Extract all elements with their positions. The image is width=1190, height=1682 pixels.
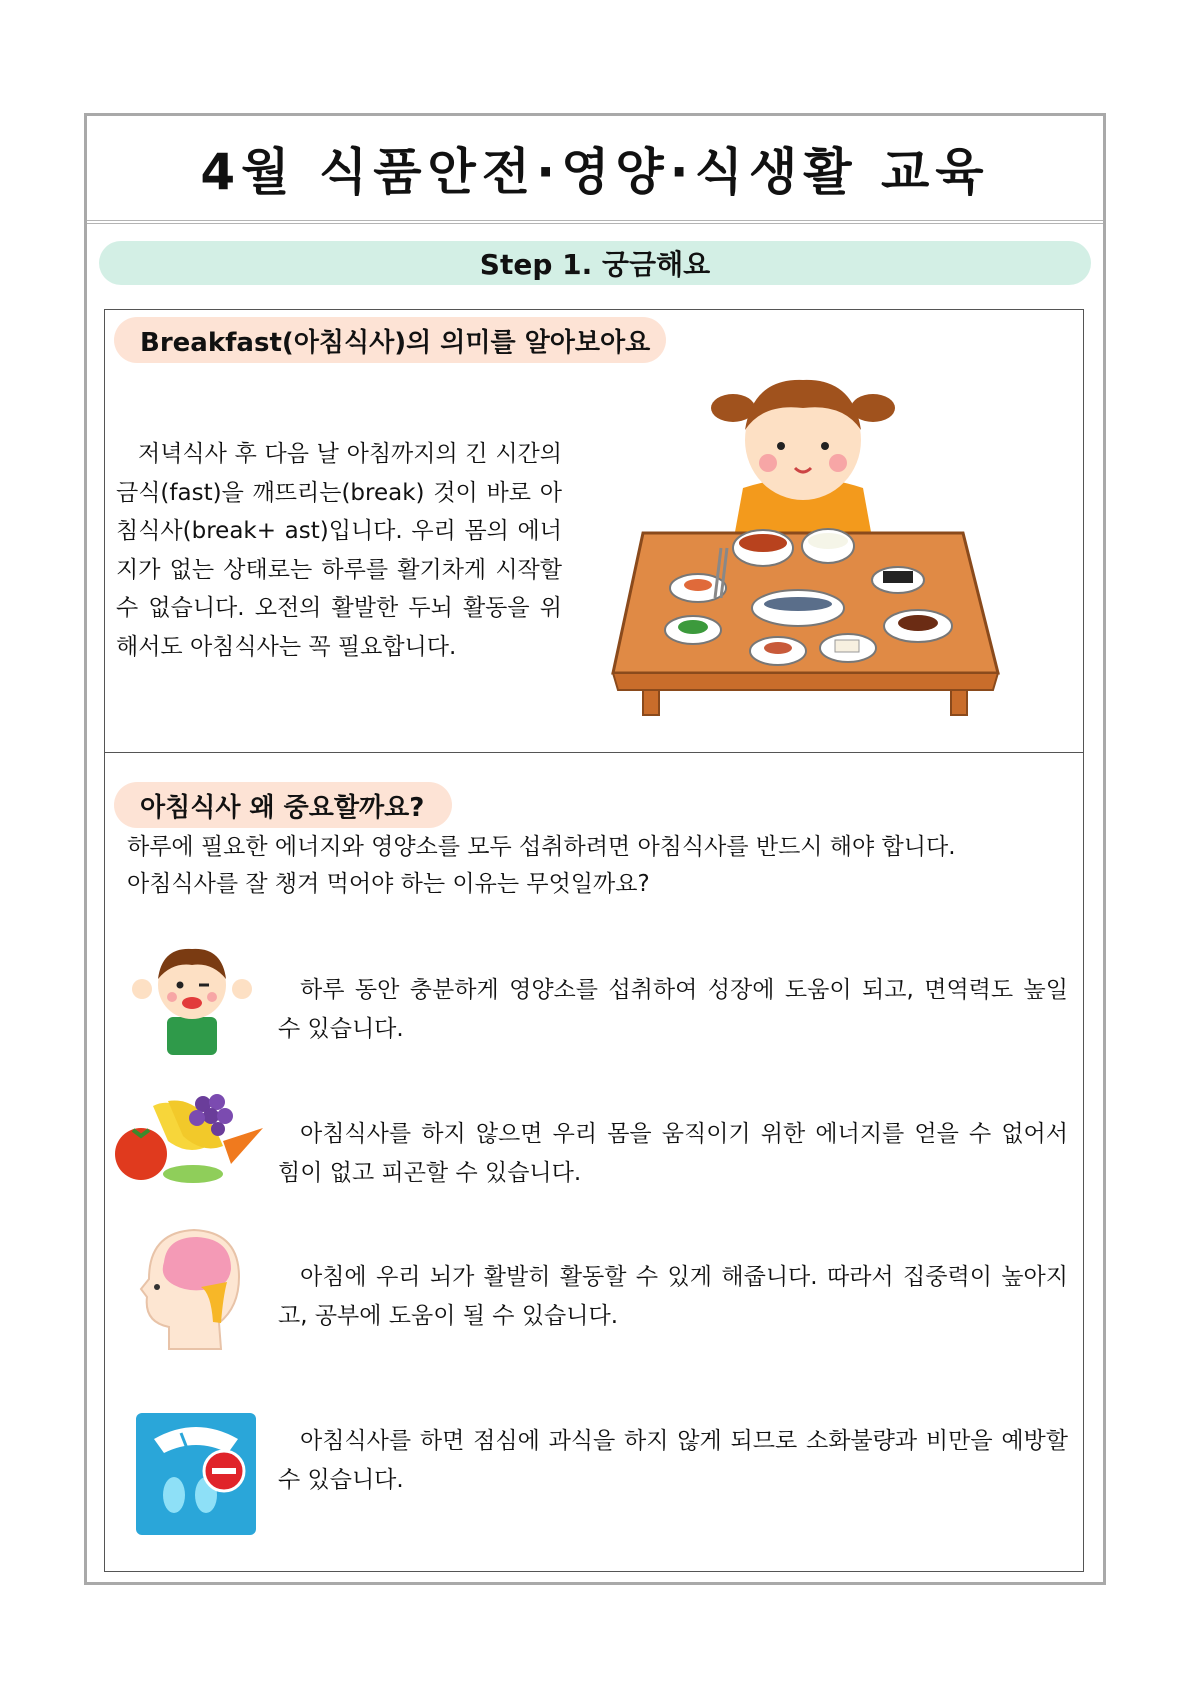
strong-boy-icon [127,937,257,1057]
reason-2-text: 아침식사를 하지 않으면 우리 몸을 움직이기 위한 에너지를 얻을 수 없어서 힘이 없고 피곤할 수 있습니다. [278,1121,1068,1186]
reason-4-text: 아침식사를 하면 점심에 과식을 하지 않게 되므로 소화불량과 비만을 예방할 수 있습니다. [278,1428,1068,1493]
section-breakfast-meaning [104,309,1084,753]
section-why-breakfast [104,752,1084,1572]
title-box [87,116,1103,224]
section1-heading: Breakfast(아침식사)의 의미를 알아보아요 [114,317,666,363]
section1-paragraph: 저녁식사 후 다음 날 아침까지의 긴 시간의 금식(fast)을 깨뜨리는(break) 것이 바로 아침식사(break+ ast)입니다. 우리 몸의 에너지가 없는 상태로는 하루를 활기차게 시작할 수 없습니다. 오전의 활발한 두뇌 활동을 위해서도 아침식사는 꼭 필요합니다. [116,441,562,660]
section2-intro-line2: 아침식사를 잘 챙겨 먹어야 하는 이유는 무엇일까요? [127,871,650,897]
section2-intro-line1: 하루에 필요한 에너지와 영양소를 모두 섭취하려면 아침식사를 반드시 해야 합니다. [127,834,956,860]
reason-3-text: 아침에 우리 뇌가 활발히 활동할 수 있게 해줍니다. 따라서 집중력이 높아지고, 공부에 도움이 될 수 있습니다. [278,1264,1068,1329]
fruits-vegetables-icon [113,1086,265,1196]
document-frame [84,113,1106,1585]
section2-heading: 아침식사 왜 중요할까요? [114,782,452,828]
step-banner: Step 1. 궁금해요 [99,241,1091,285]
page-title: 4월 식품안전·영양·식생활 교육 [200,143,990,201]
weight-scale-icon [136,1413,256,1535]
girl-eating-breakfast-illustration [603,368,1003,718]
reason-1-text: 하루 동안 충분하게 영양소를 섭취하여 성장에 도움이 되고, 면역력도 높일 수 있습니다. [278,977,1068,1042]
brain-head-icon [139,1227,249,1351]
